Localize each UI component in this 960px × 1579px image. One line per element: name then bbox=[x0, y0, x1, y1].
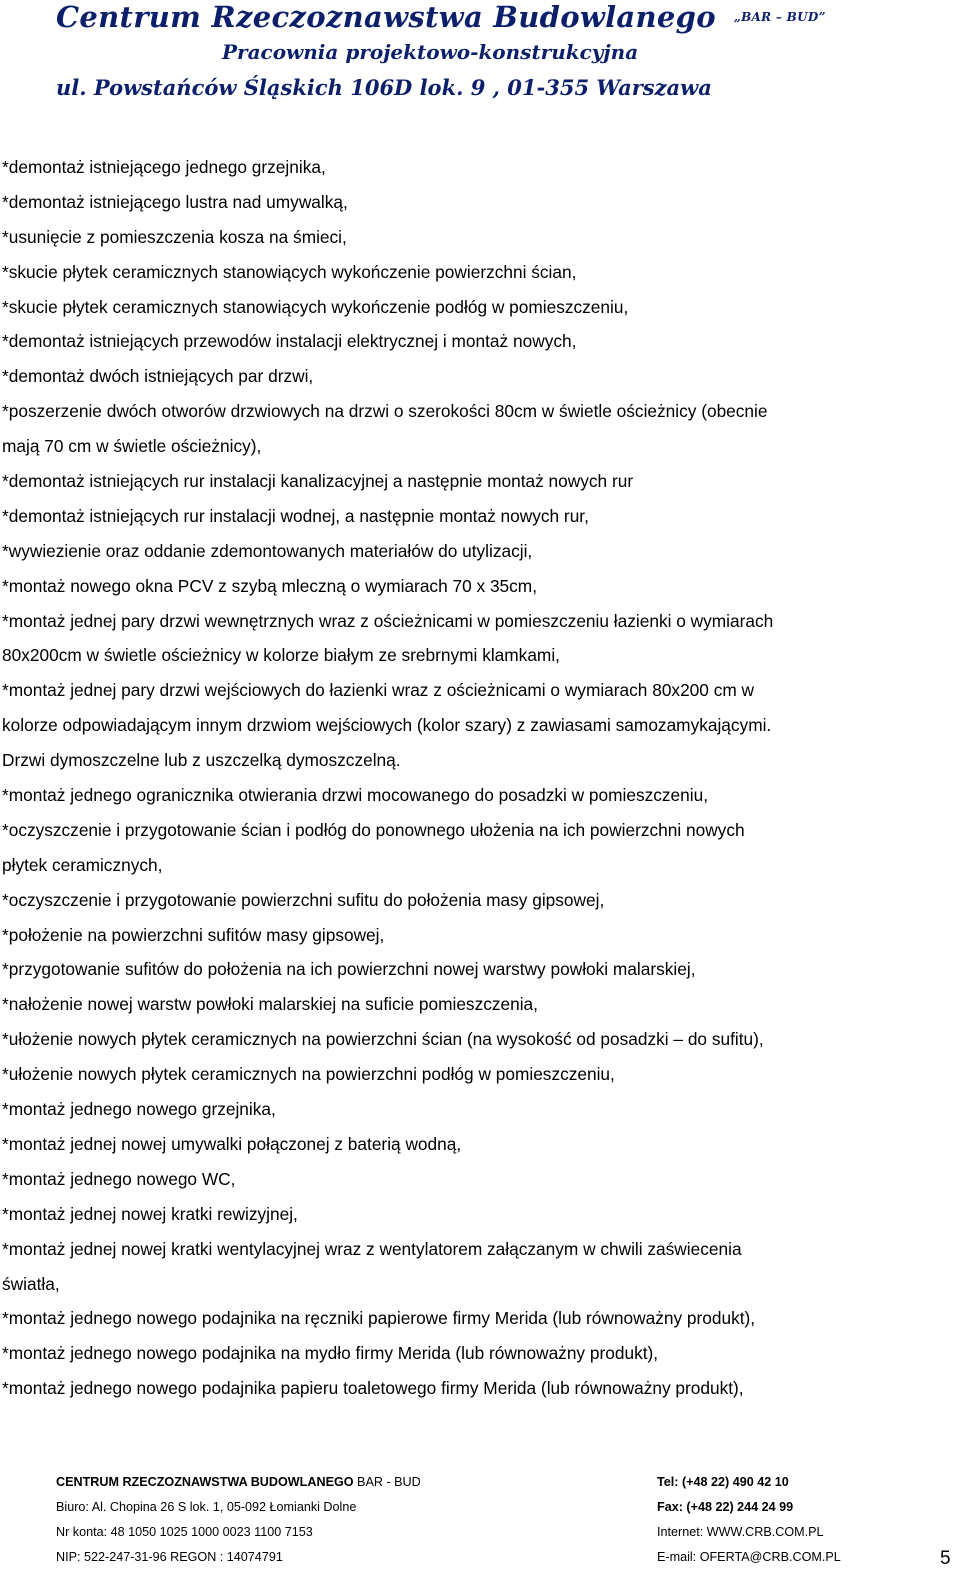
body-line: *oczyszczenie i przygotowanie ścian i podłóg do ponownego ułożenia na ich powierzchni nowych bbox=[2, 819, 745, 840]
body-line: *montaż jednej pary drzwi wewnętrznych wraz z ościeżnicami w pomieszczeniu łazienki o wymiarach bbox=[2, 610, 774, 631]
body-line: *montaż jednego nowego podajnika na mydło firmy Merida (lub równoważny produkt), bbox=[2, 1343, 659, 1364]
body-line: *ułożenie nowych płytek ceramicznych na powierzchni ścian (na wysokość od posadzki – do sufitu), bbox=[2, 1029, 764, 1050]
body-line: *demontaż istniejących rur instalacji wodnej, a następnie montaż nowych rur, bbox=[2, 505, 589, 526]
body-line: *oczyszczenie i przygotowanie powierzchni sufitu do położenia masy gipsowej, bbox=[2, 889, 605, 910]
body-line: 80x200cm w świetle ościeżnicy w kolorze białym ze srebrnymi klamkami, bbox=[2, 645, 560, 666]
body-line: *montaż jednego ogranicznika otwierania drzwi mocowanego do posadzki w pomieszczeniu, bbox=[2, 785, 709, 806]
body-line: *montaż jednej nowej umywalki połączonej z baterią wodną, bbox=[2, 1133, 462, 1154]
body-line: kolorze odpowiadającym innym drzwiom wejściowych (kolor szary) z zawiasami samozamykającymi. bbox=[2, 715, 772, 736]
body-line: *montaż jednej pary drzwi wejściowych do łazienki wraz z ościeżnicami o wymiarach 80x200 cm w bbox=[2, 680, 755, 701]
body-line: *montaż jednego nowego podajnika na ręczniki papierowe firmy Merida (lub równoważny produkt), bbox=[2, 1308, 756, 1329]
company-tag: „BAR – BUD” bbox=[733, 10, 826, 24]
body-line: płytek ceramicznych, bbox=[2, 854, 163, 875]
body-line: *wywiezienie oraz oddanie zdemontowanych materiałów do utylizacji, bbox=[2, 540, 533, 561]
footer-email-link[interactable]: OFERTA@CRB.COM.PL bbox=[699, 1550, 841, 1564]
company-title: Centrum Rzeczoznawstwa Budowlanego bbox=[56, 0, 716, 34]
footer-company-name: CENTRUM RZECZOZNAWSTWA BUDOWLANEGO bbox=[56, 1475, 354, 1489]
body-line: *demontaż istniejących przewodów instalacji elektrycznej i montaż nowych, bbox=[2, 331, 577, 352]
body-line: światła, bbox=[2, 1273, 60, 1294]
footer-email bbox=[657, 1550, 841, 1564]
body-line: *montaż jednego nowego podajnika papieru toaletowego firmy Merida (lub równoważny produkt), bbox=[2, 1378, 744, 1399]
footer-company-suffix: BAR - BUD bbox=[353, 1475, 421, 1489]
footer-nip-regon: NIP: 522-247-31-96 REGON : 14074791 bbox=[56, 1550, 283, 1564]
body-line: Drzwi dymoszczelne lub z uszczelką dymoszczelną. bbox=[2, 750, 401, 771]
footer-company bbox=[56, 1475, 421, 1489]
body-line: *demontaż istniejącego lustra nad umywalką, bbox=[2, 191, 348, 212]
company-address: ul. Powstańców Śląskich 106D lok. 9 , 01-355 Warszawa bbox=[56, 75, 712, 100]
body-line: *montaż nowego okna PCV z szybą mleczną o wymiarach 70 x 35cm, bbox=[2, 575, 538, 596]
body-line: *montaż jednego nowego grzejnika, bbox=[2, 1099, 276, 1120]
company-name bbox=[56, 0, 960, 34]
page-number: 5 bbox=[940, 1548, 951, 1569]
body-line: *skucie płytek ceramicznych stanowiących wykończenie powierzchni ścian, bbox=[2, 261, 577, 282]
body-line: *montaż jednego nowego WC, bbox=[2, 1168, 236, 1189]
body-line: *usunięcie z pomieszczenia kosza na śmieci, bbox=[2, 226, 347, 247]
body-line: *skucie płytek ceramicznych stanowiących wykończenie podłóg w pomieszczeniu, bbox=[2, 296, 629, 317]
footer-tel: Tel: (+48 22) 490 42 10 bbox=[657, 1475, 789, 1489]
footer-fax: Fax: (+48 22) 244 24 99 bbox=[657, 1500, 794, 1514]
footer-internet-link[interactable]: WWW.CRB.COM.PL bbox=[706, 1525, 824, 1539]
footer-internet-label: Internet: bbox=[657, 1525, 707, 1539]
footer-office: Biuro: Al. Chopina 26 S lok. 1, 05-092 Łomianki Dolne bbox=[56, 1500, 357, 1514]
body-line: *nałożenie nowej warstw powłoki malarskiej na suficie pomieszczenia, bbox=[2, 994, 538, 1015]
body-line: mają 70 cm w świetle ościeżnicy), bbox=[2, 436, 262, 457]
footer-account: Nr konta: 48 1050 1025 1000 0023 1100 7153 bbox=[56, 1525, 313, 1539]
body-line: *ułożenie nowych płytek ceramicznych na powierzchni podłóg w pomieszczeniu, bbox=[2, 1064, 615, 1085]
body-line: *demontaż istniejących rur instalacji kanalizacyjnej a następnie montaż nowych rur bbox=[2, 471, 634, 492]
body-line: *demontaż istniejącego jednego grzejnika, bbox=[2, 157, 326, 177]
footer-email-label: E-mail: bbox=[657, 1550, 700, 1564]
body-line: *montaż jednej nowej kratki wentylacyjnej wraz z wentylatorem załączanym w chwili zaświecenia bbox=[2, 1238, 742, 1259]
company-subtitle: Pracownia projektowo-konstrukcyjna bbox=[222, 40, 639, 64]
body-line: *demontaż dwóch istniejących par drzwi, bbox=[2, 366, 314, 387]
footer-internet bbox=[657, 1525, 824, 1539]
document-body bbox=[2, 150, 952, 1406]
body-line: *poszerzenie dwóch otworów drzwiowych na drzwi o szerokości 80cm w świetle ościeżnicy (obecnie bbox=[2, 401, 768, 422]
body-line: *położenie na powierzchni sufitów masy gipsowej, bbox=[2, 924, 385, 945]
body-line: *montaż jednej nowej kratki rewizyjnej, bbox=[2, 1203, 298, 1224]
body-line: *przygotowanie sufitów do położenia na ich powierzchni nowej warstwy powłoki malarskiej, bbox=[2, 959, 696, 980]
